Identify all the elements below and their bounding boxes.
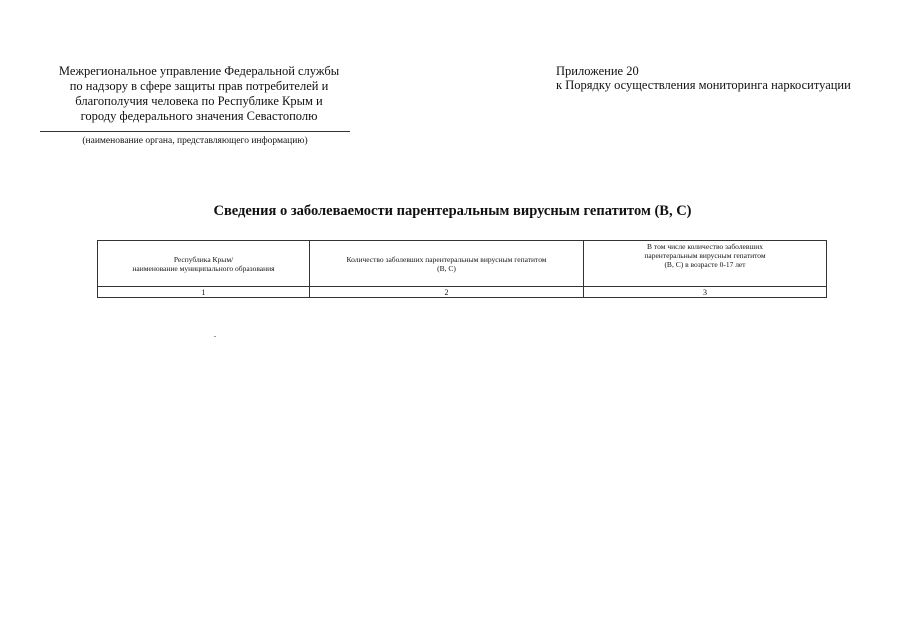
organization-line: городу федерального значения Севастополю bbox=[80, 109, 318, 123]
header-cases-0-17 bbox=[584, 241, 827, 287]
header-text: (В, С) в возрасте 0-17 лет bbox=[664, 260, 746, 269]
column-number: 2 bbox=[310, 287, 584, 298]
organization-name bbox=[40, 64, 358, 124]
header-text: (В, С) bbox=[437, 263, 456, 273]
appendix-number: Приложение 20 bbox=[556, 64, 639, 78]
organization-line: Межрегиональное управление Федеральной службы bbox=[58, 64, 340, 78]
scan-artifact bbox=[214, 336, 216, 337]
header-text: парентеральным вирусным гепатитом bbox=[644, 251, 766, 260]
header-total-cases bbox=[310, 241, 584, 287]
header-text: наименование муниципального образования bbox=[132, 263, 275, 273]
header-text: Республика Крым/ bbox=[173, 254, 234, 264]
organization-line: по надзору в сфере защиты прав потребителей и bbox=[69, 79, 329, 93]
header-region bbox=[98, 241, 310, 287]
document-title: Сведения о заболеваемости парентеральным вирусным гепатитом (В, С) bbox=[213, 203, 692, 219]
organization-underline bbox=[40, 131, 350, 132]
hepatitis-table bbox=[97, 240, 827, 298]
appendix-note bbox=[556, 64, 851, 92]
organization-caption: (наименование органа, представляющего информацию) bbox=[82, 136, 308, 146]
organization-line: благополучия человека по Республике Крым и bbox=[75, 94, 323, 108]
appendix-reference: к Порядку осуществления мониторинга наркоситуации bbox=[556, 78, 851, 92]
column-number: 1 bbox=[98, 287, 310, 298]
table-header-row bbox=[98, 241, 827, 287]
header-text: Количество заболевших парентеральным вирусным гепатитом bbox=[346, 254, 547, 264]
table-row bbox=[98, 287, 827, 298]
header-text: В том числе количество заболевших bbox=[647, 242, 763, 251]
column-number: 3 bbox=[584, 287, 827, 298]
